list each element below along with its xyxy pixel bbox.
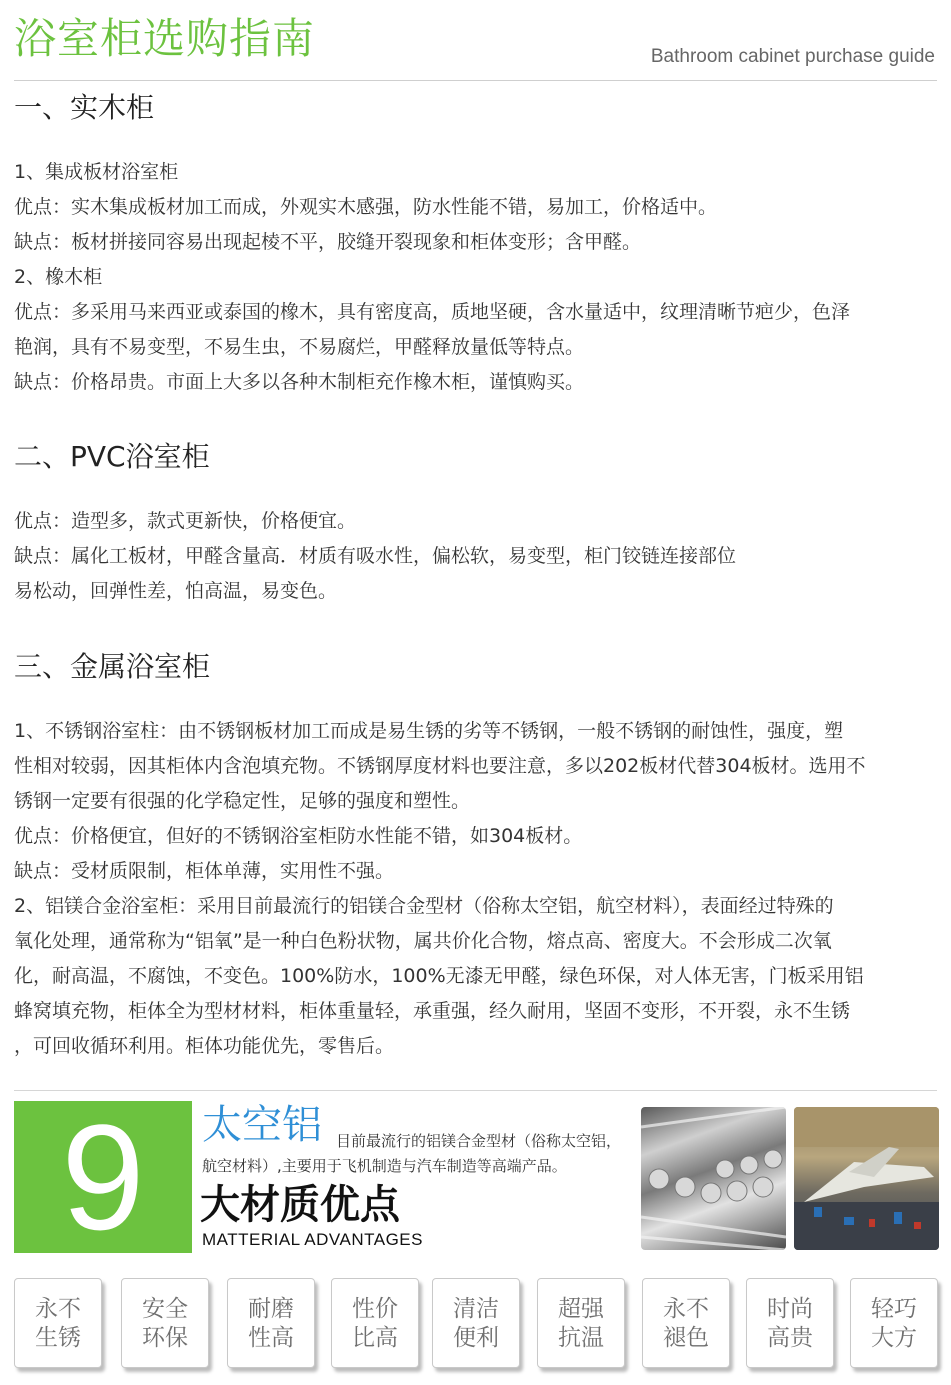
section-title-metal: 三、金属浴室柜 [14,650,211,683]
section-title-pvc: 二、PVC浴室柜 [14,440,210,473]
advantages-title-en: MATTERIAL ADVANTAGES [202,1230,423,1249]
page-title: 浴室柜选购指南 [14,14,316,63]
text-line: 性相对较弱，因其柜体内含泡填充物。不锈钢厚度材料也要注意，多以202板材代替304板材。选用不 [14,755,866,777]
aluminum-description-line2: 航空材料）,主要用于飞机制造与汽车制造等高端产品。 [202,1157,567,1175]
text-line: 缺点：板材拼接同容易出现起棱不平，胶缝开裂现象和柜体变形；含甲醛。 [14,231,642,253]
advantage-tile [642,1278,730,1368]
text-line: 易松动，回弹性差，怕高温，易变色。 [14,580,338,602]
advantage-label: 超强 抗温 [558,1296,604,1351]
advantage-tile [537,1278,625,1368]
text-line: 蜂窝填充物，柜体全为型材材料，柜体重量轻，承重强，经久耐用，坚固不变形，不开裂，永不生锈 [14,1000,851,1022]
advantage-tile [331,1278,419,1368]
banner-divider [14,1090,937,1091]
advantage-label: 耐磨 性高 [248,1296,294,1351]
advantage-label: 永不 褪色 [663,1296,709,1351]
text-line: 氧化处理，通常称为“铝氧”是一种白色粉状物，属共价化合物，熔点高、密度大。不会形成二次氧 [14,930,832,952]
badge-number: 9 [61,1093,145,1261]
text-line: 2、铝镁合金浴室柜：采用目前最流行的铝镁合金型材（俗称太空铝，航空材料），表面经过特殊的 [14,895,834,917]
advantage-tile [850,1278,938,1368]
advantage-tile [746,1278,834,1368]
section-body-metal [14,714,894,1064]
text-line: 优点：实木集成板材加工而成，外观实木感强，防水性能不错，易加工，价格适中。 [14,196,718,218]
header-divider [14,80,937,81]
advantages-title: 大材质优点 [200,1182,400,1228]
advantage-tile [14,1278,102,1368]
text-line: 优点：造型多，款式更新快，价格便宜。 [14,510,357,532]
aircraft-factory-photo [794,1107,939,1250]
aluminum-rods-photo [641,1107,786,1250]
text-line: 1、集成板材浴室柜 [14,161,179,183]
page-subtitle: Bathroom cabinet purchase guide [650,46,935,67]
aluminum-description-line1: 目前最流行的铝镁合金型材（俗称太空铝， [336,1132,622,1150]
section-body-solid-wood [14,155,894,400]
advantage-label: 轻巧 大方 [871,1296,917,1351]
text-line: 缺点：受材质限制，柜体单薄，实用性不强。 [14,860,395,882]
text-line: 优点：多采用马来西亚或泰国的橡木，具有密度高，质地坚硬，含水量适中，纹理清晰节疤少，色泽 [14,301,851,323]
text-line: 化，耐高温，不腐蚀，不变色。100%防水，100%无漆无甲醛，绿色环保，对人体无害，门板采用铝 [14,965,864,987]
advantage-label: 安全 环保 [142,1296,188,1351]
text-line: 缺点：属化工板材，甲醛含量高．材质有吸水性，偏松软，易变型，柜门铰链连接部位 [14,545,737,567]
aluminum-title: 太空铝 [202,1102,322,1148]
text-line: 2、橡木柜 [14,266,103,288]
advantage-tile [432,1278,520,1368]
advantage-label: 清洁 便利 [453,1296,499,1351]
section-title-solid-wood: 一、实木柜 [14,91,155,124]
text-line: 艳润，具有不易变型，不易生虫，不易腐烂，甲醛释放量低等特点。 [14,336,585,358]
text-line: ，可回收循环利用。柜体功能优先，零售后。 [14,1035,395,1057]
page-header [0,0,951,82]
advantage-label: 时尚 高贵 [767,1296,813,1351]
advantages-grid [14,1278,938,1372]
text-line: 缺点：价格昂贵。市面上大多以各种木制柜充作橡木柜，谨慎购买。 [14,371,585,393]
advantage-label: 永不 生锈 [35,1296,81,1351]
text-line: 1、不锈钢浴室柱：由不锈钢板材加工而成是易生锈的劣等不锈钢，一般不锈钢的耐蚀性，强度，塑 [14,720,844,742]
advantage-label: 性价 比高 [352,1296,398,1351]
advantage-tile [227,1278,315,1368]
text-line: 优点：价格便宜，但好的不锈钢浴室柜防水性能不错，如304板材。 [14,825,583,847]
number-badge [14,1093,192,1261]
advantage-tile [121,1278,209,1368]
section-body-pvc [14,504,894,609]
text-line: 锈钢一定要有很强的化学稳定性，足够的强度和塑性。 [14,790,471,812]
